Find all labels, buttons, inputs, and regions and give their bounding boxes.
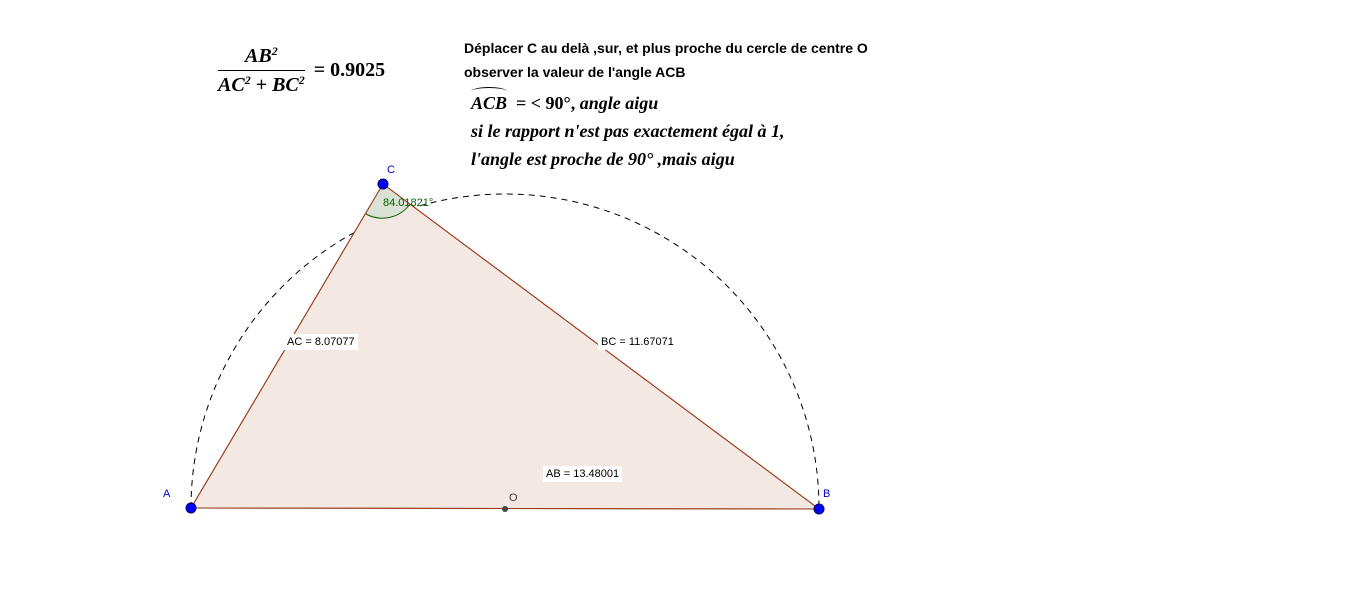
segment-ac-label: AC = 8.07077: [284, 334, 358, 350]
point-b-label: B: [823, 488, 831, 500]
ratio-value: = 0.9025: [313, 59, 386, 81]
angle-acb-notation: ACB: [471, 93, 507, 114]
instruction-line-1: Déplacer C au delà ,sur, et plus proche du cercle de centre O: [464, 40, 868, 56]
math-line-1: [471, 93, 658, 114]
angle-hat-icon: [471, 87, 507, 96]
math-line-2: si le rapport n'est pas exactement égal à 1,: [471, 121, 785, 141]
point-o-label: O: [509, 492, 518, 504]
point-o: [502, 506, 508, 512]
point-c-label: C: [387, 164, 395, 176]
point-a-label: A: [163, 488, 171, 500]
angle-relation: = < 90°,: [516, 93, 576, 113]
angle-acb-value: 84.01821°: [383, 197, 434, 209]
point-a[interactable]: [186, 503, 196, 513]
fraction-numerator: $AB^2$: [218, 44, 305, 71]
ratio-fraction: [218, 44, 305, 97]
point-b[interactable]: [814, 504, 824, 514]
instruction-line-2: observer la valeur de l'angle ACB: [464, 64, 686, 80]
angle-type: angle aigu: [579, 93, 659, 113]
math-line-3: l'angle est proche de 90° ,mais aigu: [471, 149, 735, 169]
segment-ab-label: AB = 13.48001: [543, 466, 622, 482]
fraction-denominator: $AC^2 + BC^2$: [218, 73, 305, 96]
point-c[interactable]: [378, 179, 388, 189]
segment-bc-label: BC = 11.67071: [598, 334, 677, 350]
ratio-formula: [218, 44, 385, 97]
